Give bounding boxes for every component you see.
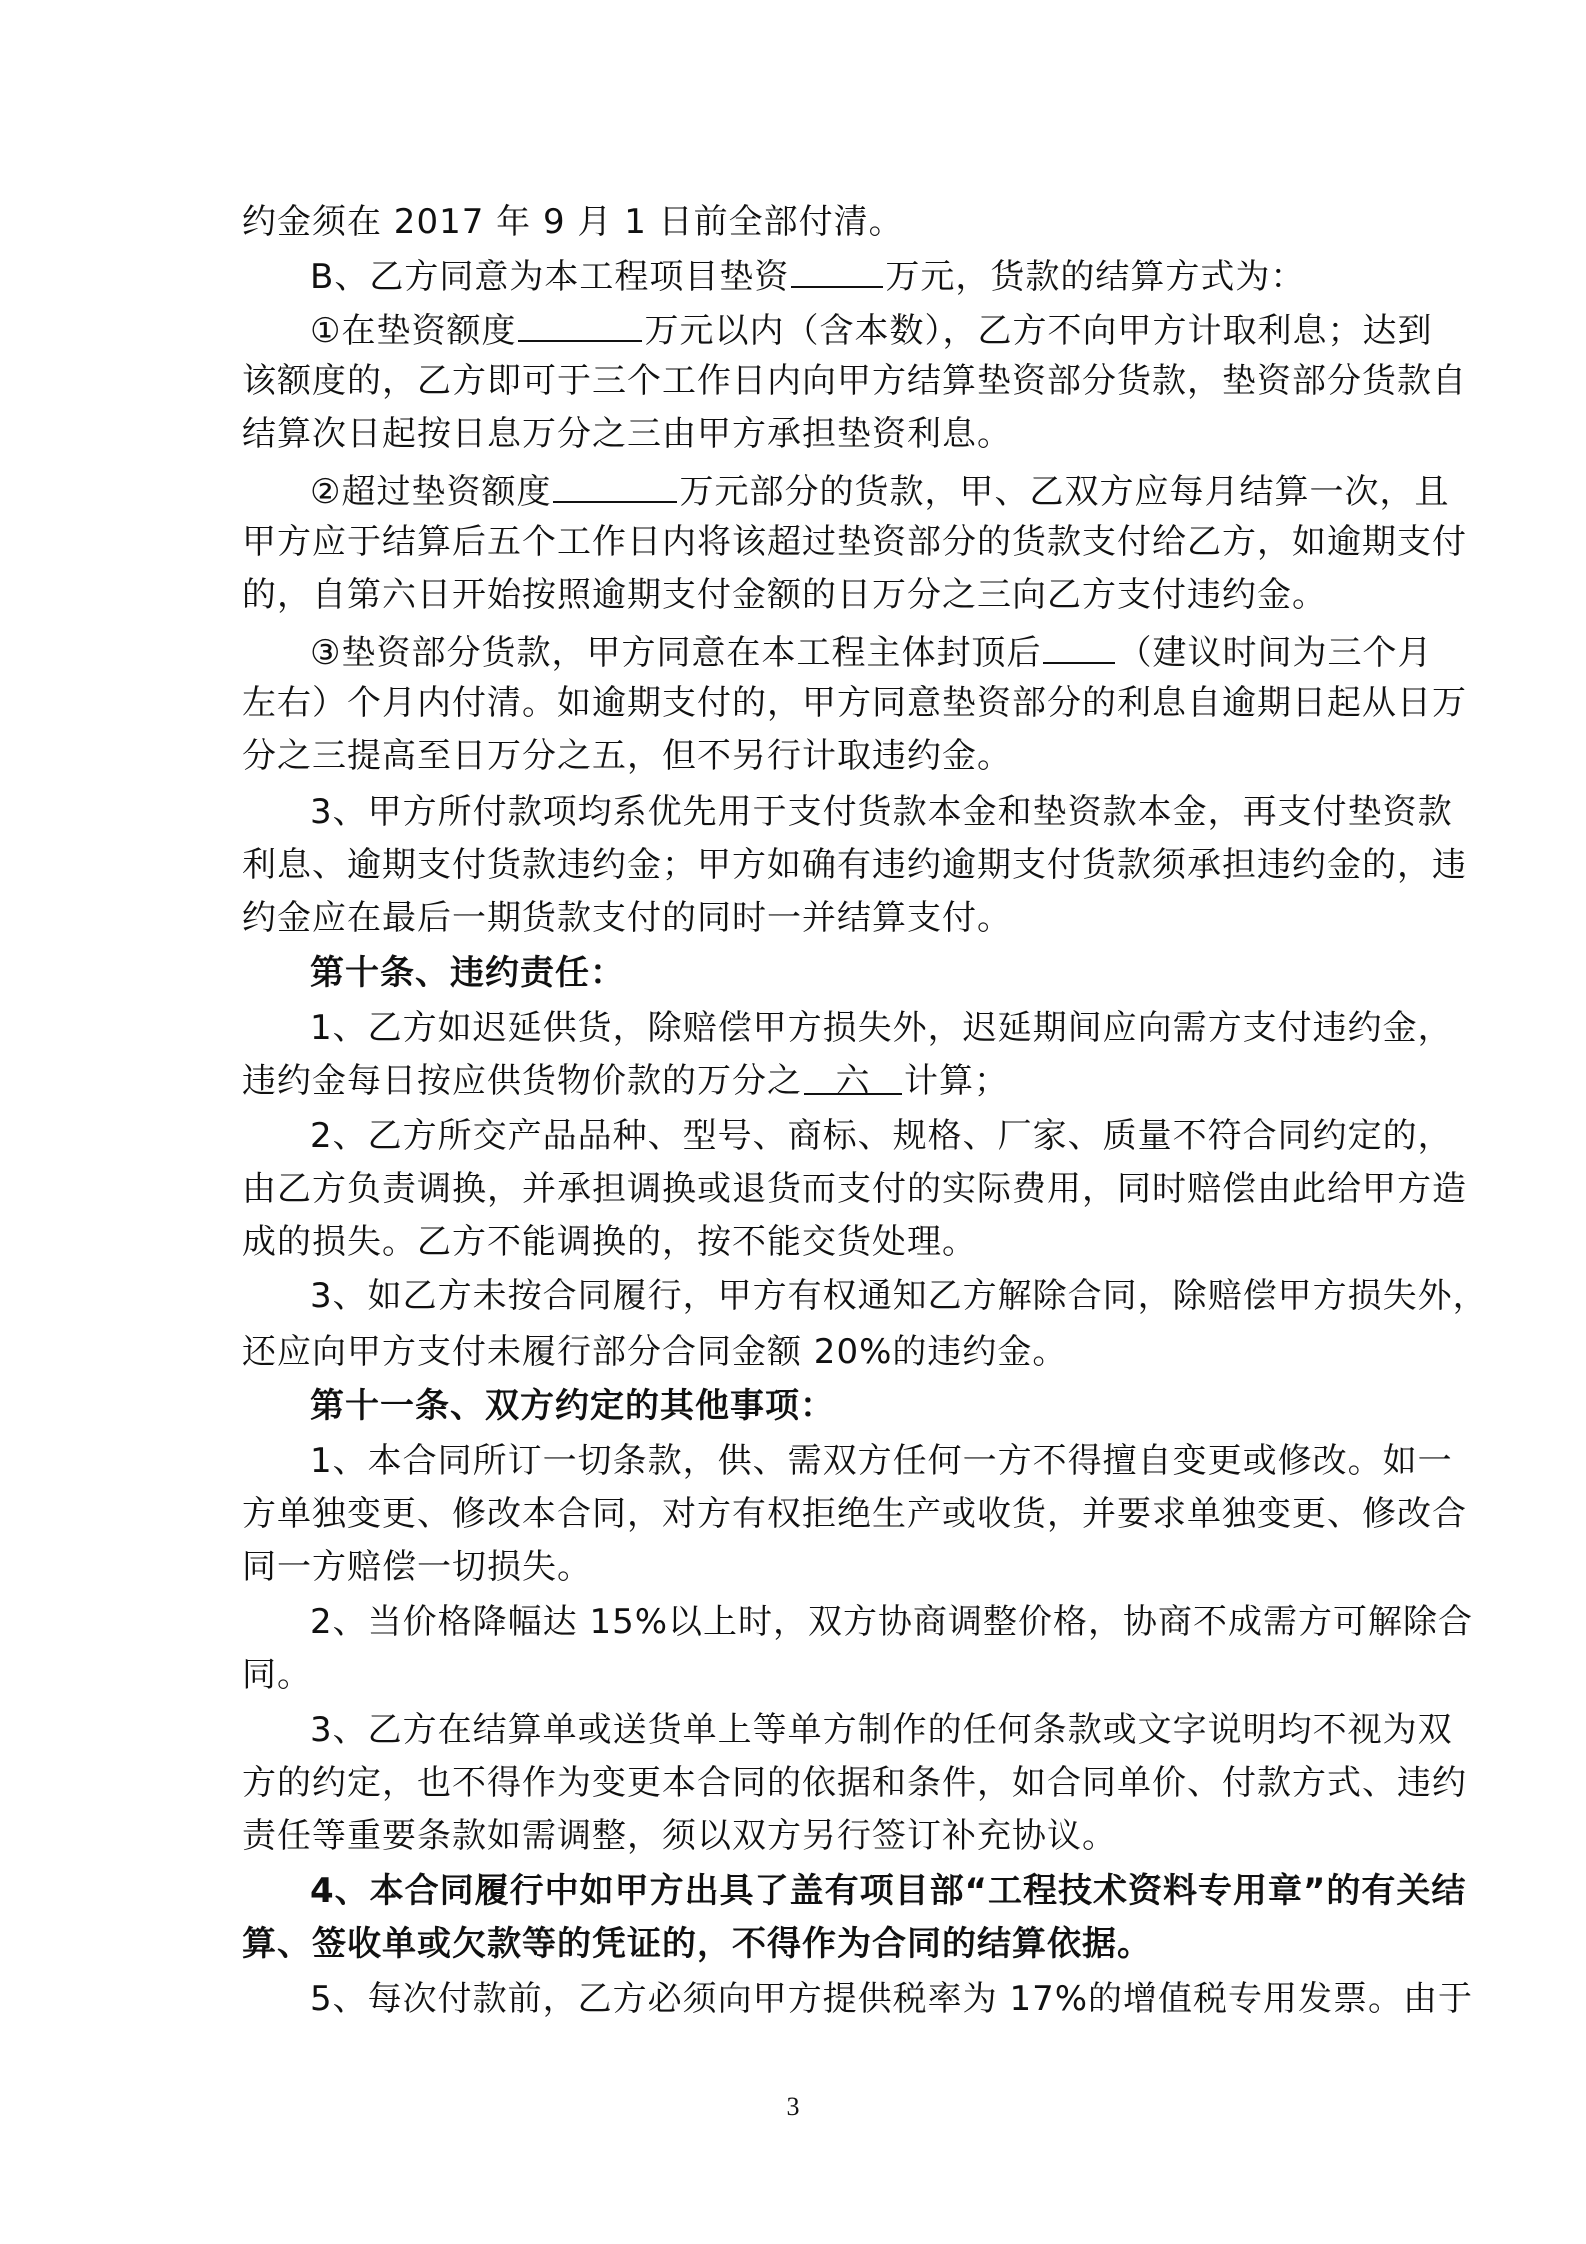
text-segment: ②超过垫资额度 xyxy=(310,472,552,512)
text-line: 同一方赔偿一切损失。 xyxy=(242,1547,592,1587)
text-line: 方的约定，也不得作为变更本合同的依据和条件，如合同单价、付款方式、违约 xyxy=(242,1763,1467,1803)
section-heading: 第十一条、双方约定的其他事项： xyxy=(310,1386,835,1426)
text-segment: 计算； xyxy=(904,1061,1009,1101)
text-line: 1、本合同所订一切条款，供、需双方任何一方不得擅自变更或修改。如一 xyxy=(310,1441,1453,1481)
text-line: 约金应在最后一期货款支付的同时一并结算支付。 xyxy=(242,898,1012,938)
text-line: 的，自第六日开始按照逾期支付金额的日万分之三向乙方支付违约金。 xyxy=(242,575,1327,615)
text-line: 4、本合同履行中如甲方出具了盖有项目部“工程技术资料专用章”的有关结 xyxy=(310,1871,1467,1911)
text-line: 3、甲方所付款项均系优先用于支付货款本金和垫资款本金，再支付垫资款 xyxy=(310,792,1453,832)
text-line xyxy=(310,628,1433,675)
text-line: 该额度的，乙方即可于三个工作日内向甲方结算垫资部分货款，垫资部分货款自 xyxy=(242,361,1467,401)
text-line: 分之三提高至日万分之五，但不另行计取违约金。 xyxy=(242,736,1012,776)
text-line xyxy=(310,467,1450,514)
text-line: 算、签收单或欠款等的凭证的，不得作为合同的结算依据。 xyxy=(242,1924,1152,1964)
text-line xyxy=(310,306,1433,353)
text-line: 2、当价格降幅达 15%以上时，双方协商调整价格，协商不成需方可解除合 xyxy=(310,1602,1474,1642)
section-heading: 第十条、违约责任： xyxy=(310,953,625,993)
blank-field xyxy=(1043,628,1115,664)
text-segment: 万元以内（含本数），乙方不向甲方计取利息；达到 xyxy=(644,311,1433,351)
text-line: 5、每次付款前，乙方必须向甲方提供税率为 17%的增值税专用发票。由于 xyxy=(310,1979,1474,2019)
text-line: 结算次日起按日息万分之三由甲方承担垫资利息。 xyxy=(242,414,1012,454)
text-segment: 万元，货款的结算方式为： xyxy=(885,257,1306,297)
text-line: 甲方应于结算后五个工作日内将该超过垫资部分的货款支付给乙方，如逾期支付 xyxy=(242,522,1467,562)
text-line: 2、乙方所交产品品种、型号、商标、规格、厂家、质量不符合同约定的， xyxy=(310,1116,1453,1156)
page-number: 3 xyxy=(786,2092,800,2121)
text-segment: 万元部分的货款，甲、乙双方应每月结算一次，且 xyxy=(679,472,1450,512)
text-segment: B、乙方同意为本工程项目垫资 xyxy=(310,257,790,297)
text-line: 由乙方负责调换，并承担调换或退货而支付的实际费用，同时赔偿由此给甲方造 xyxy=(242,1169,1467,1209)
text-segment: ①在垫资额度 xyxy=(310,311,517,351)
text-line: 同。 xyxy=(242,1655,312,1695)
text-line: 1、乙方如迟延供货，除赔偿甲方损失外，迟延期间应向需方支付违约金， xyxy=(310,1008,1453,1048)
text-segment: （建议时间为三个月 xyxy=(1117,633,1433,673)
text-line: 约金须在 2017 年 9 月 1 日前全部付清。 xyxy=(242,202,904,242)
text-line xyxy=(310,252,1362,299)
filled-blank: 六 xyxy=(804,1059,902,1095)
text-line: 还应向甲方支付未履行部分合同金额 20%的违约金。 xyxy=(242,1332,1068,1372)
text-segment: ③垫资部分货款，甲方同意在本工程主体封顶后 xyxy=(310,633,1042,673)
blank-field xyxy=(553,467,677,503)
blank-field xyxy=(791,252,883,288)
text-line xyxy=(242,1059,1362,1103)
text-line: 3、乙方在结算单或送货单上等单方制作的任何条款或文字说明均不视为双 xyxy=(310,1710,1453,1750)
text-line: 左右）个月内付清。如逾期支付的，甲方同意垫资部分的利息自逾期日起从日万 xyxy=(242,683,1467,723)
text-line: 责任等重要条款如需调整，须以双方另行签订补充协议。 xyxy=(242,1816,1117,1856)
blank-field xyxy=(518,306,642,342)
text-line: 方单独变更、修改本合同，对方有权拒绝生产或收货，并要求单独变更、修改合 xyxy=(242,1494,1467,1534)
text-line: 3、如乙方未按合同履行，甲方有权通知乙方解除合同，除赔偿甲方损失外， xyxy=(310,1276,1488,1316)
text-segment: 违约金每日按应供货物价款的万分之 xyxy=(242,1061,802,1101)
text-line: 利息、逾期支付货款违约金；甲方如确有违约逾期支付货款须承担违约金的，违 xyxy=(242,845,1467,885)
text-line: 成的损失。乙方不能调换的，按不能交货处理。 xyxy=(242,1222,977,1262)
